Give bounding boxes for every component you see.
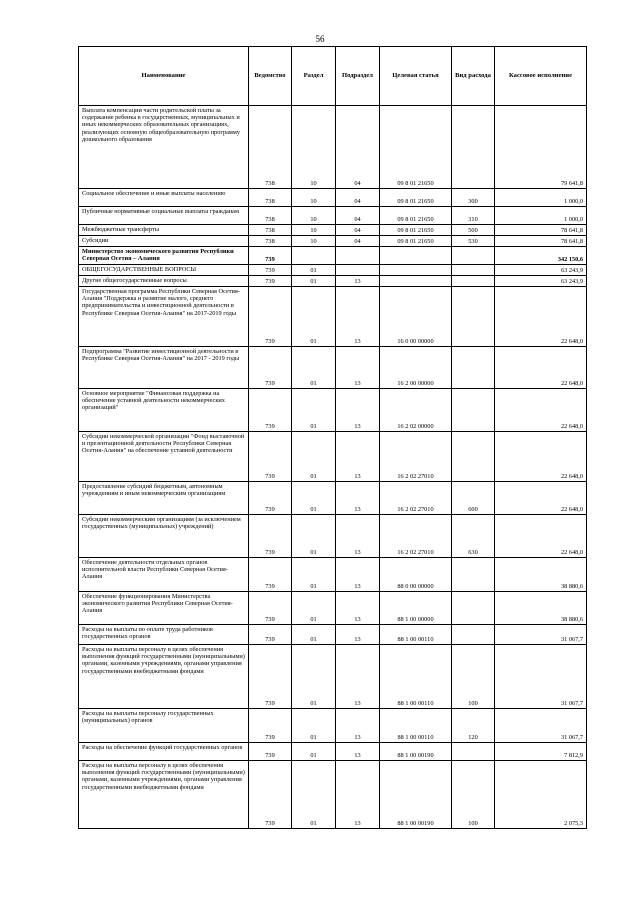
table-row [79, 287, 587, 347]
cell-amount: 31 067,7 [495, 645, 587, 709]
cell-dept: 738 [249, 225, 292, 236]
cell-target [380, 247, 452, 265]
cell-target: 16 2 00 00000 [380, 347, 452, 389]
table-row [79, 558, 587, 592]
cell-target [380, 276, 452, 287]
cell-name: Субсидии некоммерческим организациям (за исключением государственных (муниципальных) учреждений) [79, 515, 249, 558]
cell-name: Министерство экономического развития Республики Северная Осетия – Алания [79, 247, 249, 265]
cell-name: Расходы на обеспечение функций государственных органов [79, 743, 249, 761]
cell-dept: 739 [249, 482, 292, 515]
cell-dept: 738 [249, 236, 292, 247]
cell-exptype [452, 276, 495, 287]
cell-dept: 738 [249, 207, 292, 225]
cell-exptype [452, 558, 495, 592]
cell-name: Расходы на выплаты по оплате труда работников государственных органов [79, 625, 249, 645]
cell-subsection: 13 [336, 515, 380, 558]
table-row [79, 625, 587, 645]
cell-target: 09 8 01 21650 [380, 189, 452, 207]
table-row [79, 482, 587, 515]
cell-target [380, 265, 452, 276]
cell-subsection [336, 265, 380, 276]
cell-name: Субсидии некоммерческой организации "Фонд выставочной и презентационной деятельности Республики Северная Осетия-Алания" на обеспечение уставной деятельности [79, 432, 249, 482]
cell-target: 09 8 01 21650 [380, 236, 452, 247]
table-row [79, 761, 587, 829]
cell-target: 88 1 00 00110 [380, 645, 452, 709]
cell-section: 01 [292, 432, 336, 482]
table-row [79, 247, 587, 265]
cell-section: 01 [292, 709, 336, 743]
table-row [79, 389, 587, 432]
cell-section: 01 [292, 482, 336, 515]
cell-amount: 22 648,0 [495, 432, 587, 482]
cell-exptype [452, 389, 495, 432]
header-target: Целевая статья [380, 47, 452, 106]
cell-dept: 739 [249, 515, 292, 558]
cell-section: 01 [292, 761, 336, 829]
table-header-row [79, 47, 587, 106]
cell-amount: 79 641,8 [495, 106, 587, 189]
cell-name: Расходы на выплаты персоналу государственных (муниципальных) органов [79, 709, 249, 743]
header-subsection: Подраздел [336, 47, 380, 106]
cell-dept: 738 [249, 106, 292, 189]
cell-amount: 22 648,0 [495, 389, 587, 432]
cell-amount: 22 648,0 [495, 515, 587, 558]
cell-section: 01 [292, 558, 336, 592]
cell-exptype [452, 592, 495, 625]
cell-subsection: 13 [336, 432, 380, 482]
cell-exptype: 500 [452, 225, 495, 236]
cell-subsection: 13 [336, 709, 380, 743]
cell-target: 09 8 01 21650 [380, 225, 452, 236]
cell-amount: 31 067,7 [495, 709, 587, 743]
cell-dept: 739 [249, 743, 292, 761]
cell-section: 01 [292, 515, 336, 558]
cell-dept: 739 [249, 347, 292, 389]
cell-exptype: 120 [452, 709, 495, 743]
cell-amount: 22 648,0 [495, 287, 587, 347]
cell-amount: 63 243,9 [495, 265, 587, 276]
cell-dept: 739 [249, 265, 292, 276]
table-row [79, 347, 587, 389]
cell-dept: 739 [249, 389, 292, 432]
cell-section: 01 [292, 645, 336, 709]
cell-target: 16 2 02 27010 [380, 482, 452, 515]
header-dept: Ведомство [249, 47, 292, 106]
cell-exptype: 100 [452, 761, 495, 829]
table-row [79, 225, 587, 236]
cell-amount: 1 000,0 [495, 189, 587, 207]
table-row [79, 106, 587, 189]
cell-section: 01 [292, 287, 336, 347]
cell-amount: 22 648,0 [495, 482, 587, 515]
header-exptype: Вид расхода [452, 47, 495, 106]
cell-dept: 739 [249, 592, 292, 625]
cell-dept: 739 [249, 287, 292, 347]
table-body [79, 106, 587, 829]
cell-dept: 739 [249, 709, 292, 743]
cell-section: 10 [292, 189, 336, 207]
cell-dept: 739 [249, 432, 292, 482]
cell-name: Другие общегосударственные вопросы [79, 276, 249, 287]
cell-exptype: 530 [452, 236, 495, 247]
cell-name: Подпрограмма "Развитие инвестиционной деятельности в Республике Северная Осетия-Алания" на 2017 - 2019 годы [79, 347, 249, 389]
cell-section: 01 [292, 592, 336, 625]
table-row [79, 236, 587, 247]
cell-section: 01 [292, 276, 336, 287]
cell-amount: 78 641,8 [495, 236, 587, 247]
cell-dept: 738 [249, 189, 292, 207]
cell-subsection: 13 [336, 347, 380, 389]
cell-amount: 78 641,8 [495, 225, 587, 236]
cell-name: Выплата компенсации части родительской платы за содержание ребенка в государственных, муниципальных и иных некоммерческих образовательных организациях, реализующих основную общеобразовательную программу дошкольного образования [79, 106, 249, 189]
cell-section: 01 [292, 743, 336, 761]
cell-name: Межбюджетные трансферты [79, 225, 249, 236]
table-row [79, 207, 587, 225]
cell-dept: 739 [249, 761, 292, 829]
cell-subsection: 13 [336, 743, 380, 761]
cell-target: 16 2 02 00000 [380, 389, 452, 432]
cell-amount: 31 067,7 [495, 625, 587, 645]
table-row [79, 265, 587, 276]
cell-name: Расходы на выплаты персоналу в целях обеспечения выполнения функций государственными (муниципальными) органами, казенными учреждениями, органами управления государственными внебюджетными фондами [79, 761, 249, 829]
cell-section: 10 [292, 106, 336, 189]
cell-target: 88 0 00 00000 [380, 558, 452, 592]
cell-dept: 739 [249, 276, 292, 287]
cell-section: 01 [292, 265, 336, 276]
table-row [79, 743, 587, 761]
cell-section: 10 [292, 236, 336, 247]
cell-subsection: 13 [336, 276, 380, 287]
cell-exptype [452, 265, 495, 276]
header-section: Раздел [292, 47, 336, 106]
cell-subsection: 13 [336, 287, 380, 347]
cell-target: 16 0 00 00000 [380, 287, 452, 347]
cell-target: 88 1 00 00110 [380, 625, 452, 645]
cell-section: 01 [292, 389, 336, 432]
cell-amount: 1 000,0 [495, 207, 587, 225]
cell-exptype: 630 [452, 515, 495, 558]
cell-name: Предоставление субсидий бюджетным, автономным учреждениям и иным некоммерческим организациям [79, 482, 249, 515]
cell-name: Социальное обеспечение и иные выплаты населению [79, 189, 249, 207]
cell-name: Обеспечение функционирования Министерства экономического развития Республики Северная Осетия-Алания [79, 592, 249, 625]
table-row [79, 432, 587, 482]
cell-name: Обеспечение деятельности отдельных органов исполнительной власти Республики Северная Осетия-Алания [79, 558, 249, 592]
cell-name: Государственная программа Республики Северная Осетия-Алания "Поддержка и развитие малого, среднего предпринимательства и инвестиционной деятельности в Республике Северная Осетия-Алания" на 2017-2019 годы [79, 287, 249, 347]
cell-amount: 7 812,9 [495, 743, 587, 761]
cell-dept: 739 [249, 558, 292, 592]
cell-dept: 739 [249, 625, 292, 645]
cell-subsection [336, 247, 380, 265]
cell-exptype [452, 287, 495, 347]
cell-exptype: 100 [452, 645, 495, 709]
cell-target: 88 1 00 00000 [380, 592, 452, 625]
cell-name: Субсидии [79, 236, 249, 247]
cell-target: 09 8 01 21650 [380, 106, 452, 189]
cell-subsection: 13 [336, 625, 380, 645]
cell-section: 10 [292, 225, 336, 236]
cell-name: Основное мероприятие "Финансовая поддержка на обеспечение уставной деятельности некоммерческих организаций" [79, 389, 249, 432]
cell-amount: 342 150,6 [495, 247, 587, 265]
cell-exptype [452, 743, 495, 761]
table-row [79, 515, 587, 558]
cell-subsection: 13 [336, 482, 380, 515]
cell-target: 88 1 00 00190 [380, 743, 452, 761]
cell-exptype [452, 247, 495, 265]
cell-subsection: 13 [336, 389, 380, 432]
table-row [79, 276, 587, 287]
cell-name: Расходы на выплаты персоналу в целях обеспечения выполнения функций государственными (муниципальными) органами, казенными учреждениями, органами управления государственными внебюджетными фондами [79, 645, 249, 709]
table-row [79, 709, 587, 743]
cell-subsection: 04 [336, 236, 380, 247]
cell-section: 01 [292, 347, 336, 389]
table-row [79, 645, 587, 709]
table-row [79, 189, 587, 207]
cell-exptype [452, 106, 495, 189]
cell-subsection: 04 [336, 106, 380, 189]
cell-dept: 739 [249, 247, 292, 265]
cell-subsection: 13 [336, 592, 380, 625]
cell-name: ОБЩЕГОСУДАРСТВЕННЫЕ ВОПРОСЫ [79, 265, 249, 276]
table-row [79, 592, 587, 625]
page-number: 56 [315, 34, 325, 44]
cell-target: 88 1 00 00110 [380, 709, 452, 743]
cell-exptype [452, 625, 495, 645]
cell-target: 88 1 00 00190 [380, 761, 452, 829]
cell-amount: 38 880,6 [495, 592, 587, 625]
cell-target: 16 2 02 27010 [380, 515, 452, 558]
cell-exptype: 300 [452, 189, 495, 207]
cell-amount: 63 243,9 [495, 276, 587, 287]
cell-amount: 22 648,0 [495, 347, 587, 389]
cell-amount: 38 880,6 [495, 558, 587, 592]
cell-exptype: 600 [452, 482, 495, 515]
header-amount: Кассовое исполнение [495, 47, 587, 106]
cell-subsection: 04 [336, 225, 380, 236]
cell-subsection: 13 [336, 645, 380, 709]
cell-exptype [452, 432, 495, 482]
cell-subsection: 04 [336, 189, 380, 207]
cell-section: 10 [292, 207, 336, 225]
cell-subsection: 13 [336, 761, 380, 829]
cell-exptype [452, 347, 495, 389]
cell-target: 16 2 02 27010 [380, 432, 452, 482]
header-name: Наименование [79, 47, 249, 106]
cell-target: 09 8 01 21650 [380, 207, 452, 225]
cell-amount: 2 075,3 [495, 761, 587, 829]
budget-table [78, 46, 587, 829]
cell-dept: 739 [249, 645, 292, 709]
cell-exptype: 310 [452, 207, 495, 225]
cell-section [292, 247, 336, 265]
cell-subsection: 04 [336, 207, 380, 225]
cell-subsection: 13 [336, 558, 380, 592]
cell-section: 01 [292, 625, 336, 645]
cell-name: Публичные нормативные социальные выплаты гражданам [79, 207, 249, 225]
